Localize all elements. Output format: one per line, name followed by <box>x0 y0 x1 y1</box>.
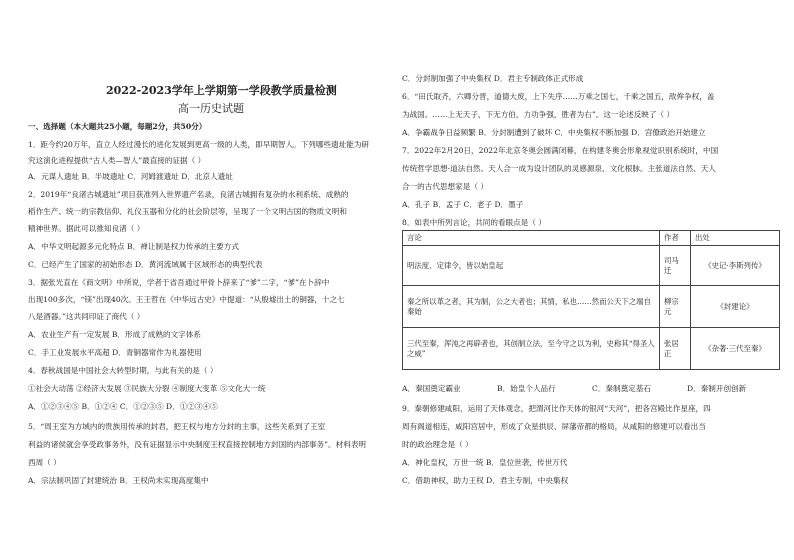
question-line: 9．秦朝修建咸阳，运用了天体观念，把渭河比作天体的银河“天河”，把各宫殿比作星座，四 <box>402 404 711 413</box>
question-line: 4．春秋战国是中国社会大转型时期，与此有关的是（ ） <box>28 366 218 375</box>
table-cell: 秦之所以革之者，其为制，公之大者也；其情，私也……然而公天下之端自秦始 <box>403 286 660 328</box>
question-line: 传统哲学思想-道法自然、天人合一成为设计团队的灵感源泉、文化根脉。主张道法自然、天人 <box>402 164 716 173</box>
question-line: 6．“田氏取齐，六卿分晋，道德大废，上下失序……万乘之国七，千乘之国五，敌侔争权，盖 <box>402 92 715 101</box>
question-line: 稻作生产、统一的宗教信仰、礼仪玉器和分化的社会阶层等，呈现了一个文明古国的物质文明和 <box>28 207 347 216</box>
section-heading: 一、选择题（本大题共25小题，每题2分，共50分） <box>28 122 207 131</box>
table-row <box>403 286 780 328</box>
option-line: A．①②③④⑤ B．①②④ C．①②③⑤ D．①②③④⑤ <box>28 402 218 411</box>
question-line: ①社会大动荡 ②经济大发展 ③民族大分裂 ④制度大变革 ⑤文化大一统 <box>28 384 266 393</box>
option-line: C．已经产生了国家的初始形态 D．黄河流域属于区域形态的典型代表 <box>28 260 263 269</box>
table-header: 言论 <box>403 231 660 246</box>
option-line: C．秦制奠定基石 <box>592 384 651 393</box>
option-line: A．秦国奠定霸业 <box>402 384 461 393</box>
option-line: B．始皇个人品行 <box>497 384 556 393</box>
option-line: A．神化皇权，万世一统 B．皇位世袭，传世万代 <box>402 458 568 467</box>
question-line: 精神世界。据此可以推知良渚（ ） <box>28 224 145 233</box>
question-line: 合一的古代思想家是（ ） <box>402 182 488 191</box>
option-line: A．孔子 B．孟子 C．老子 D．墨子 <box>402 200 524 209</box>
q8-table <box>402 230 780 370</box>
table-cell: 《史记·李斯列传》 <box>691 246 780 286</box>
option-line: A．宗法制巩固了封建统治 B．王权尚未实现高度集中 <box>28 476 209 485</box>
table-cell: 《杂著·三代至秦》 <box>691 328 780 370</box>
exam-title: 2022-2023学年上学期第一学段教学质量检测 <box>106 84 337 97</box>
question-line: 八是酒器。”这共同印证了商代（ ） <box>28 312 145 321</box>
table-cell: 三代至秦，浑沌之再辟者也，其创制立法，至今守之以为利，史称其“得圣人之威” <box>403 328 660 370</box>
question-line: 5．“周王室为方域内的贵族用传承的封君，把王权与地方分封的主事，这些关系到了王室 <box>28 422 326 431</box>
option-line: D．秦制开创创新 <box>687 384 747 393</box>
table-cell: 明法度、定律令，皆以始皇起 <box>403 246 660 286</box>
table-header: 作者 <box>660 231 691 246</box>
table-row <box>403 328 780 370</box>
option-line: A．元谋人遗址 B．半坡遗址 C．河姆渡遗址 D．北京人遗址 <box>28 172 233 181</box>
question-line: 时的政治理念是（ ） <box>402 440 473 449</box>
question-line: 2．2019年“良渚古城遗址”项目获准列入世界遗产名录，良渚古城拥有复杂的水利系统、成熟的 <box>28 190 349 199</box>
question-line: 1．距今约20万年，直立人经过漫长的进化发展到更高一级的人类，即早期智人。下列哪些遗址能为研 <box>28 140 370 149</box>
question-line: 8．如表中所列言论，共同的看眼点是（ ） <box>402 218 546 227</box>
right-column <box>402 0 782 560</box>
table-header: 出处 <box>691 231 780 246</box>
left-column <box>28 0 408 560</box>
question-line: 出现100多次，“镁”出现40次。王王哲在《中华远古史》中提道：“从殷墟出土的铜器，十之七 <box>28 295 345 304</box>
question-line: 7．2022年2月20日，2022年北京冬奥会圆满闭幕，在构建冬奥会形象视觉识别系统时，中国 <box>402 146 719 155</box>
question-line: 为战国。……上无天子，下无方伯，力功争强，胜者为右”。这一论述反映了（ ） <box>402 110 675 119</box>
question-line: 利益的诸侯就会享受政事务外，没有证据显示中央制度王权直接控制地方封国的内部事务”。材料表明 <box>28 440 367 449</box>
question-line: 究这演化进程提供“古人类—智人”最直接的证据（ ） <box>28 156 206 165</box>
option-line: A．争霸战争日益频繁 B．分封制遭到了破坏 C．中央集权不断加强 D．宫僚政治开始建立 <box>402 128 706 137</box>
option-line: A．中华文明起源多元化特点 B．禅让制是权力传承的主要方式 <box>28 242 239 251</box>
table-cell: 司马迁 <box>660 246 691 286</box>
table-cell: 张居正 <box>660 328 691 370</box>
table-header-row <box>403 231 780 246</box>
option-line: C．借助神权，助力王权 D．君主专制，中央集权 <box>402 476 569 485</box>
option-line: C．分封制加强了中央集权 D．君主专制政体正式形成 <box>402 74 584 83</box>
question-line: 3．据张光直在《商文明》中所说，学者于省吾通过甲骨卜辞来了“爹”二字，“爹”在卜辞中 <box>28 278 330 287</box>
table-cell: 《封建论》 <box>691 286 780 328</box>
question-line: 西周（ ） <box>28 458 61 467</box>
exam-subtitle: 高一历史试题 <box>178 102 244 115</box>
option-line: C．手工业发展水平高超 D．青铜器常作为礼器使用 <box>28 348 202 357</box>
question-line: 周有阁道相连，咸阳宫居中，形成了众星拱辰、屏藩帝都的格局，从咸阳的修建可以看出当 <box>402 422 706 431</box>
option-line: A．农业生产有一定发展 B．形成了成熟的文字体系 <box>28 330 201 339</box>
table-row <box>403 246 780 286</box>
table-cell: 柳宗元 <box>660 286 691 328</box>
